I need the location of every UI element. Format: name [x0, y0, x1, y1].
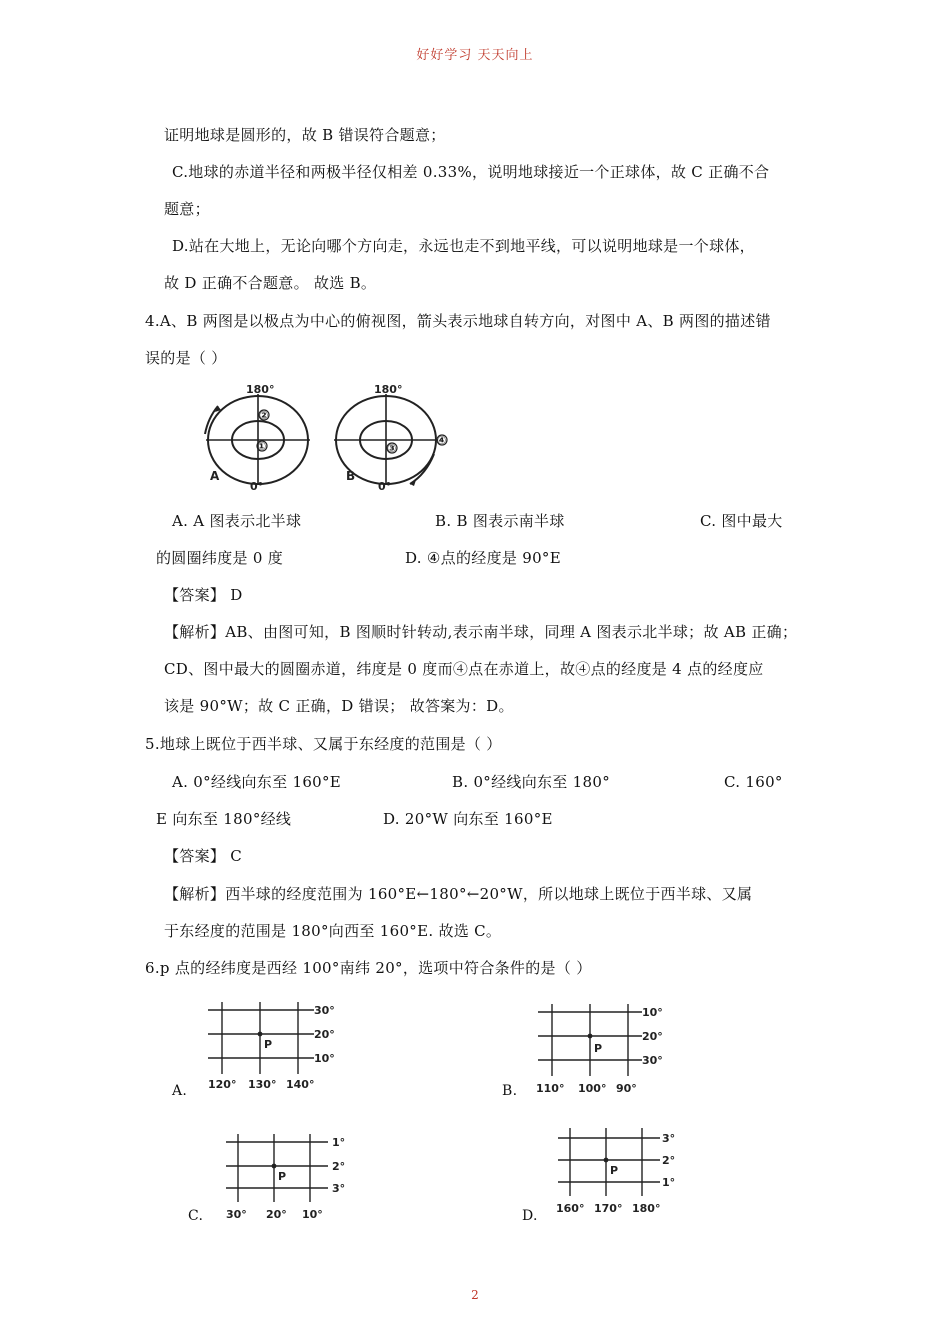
- grid-b-point: P: [594, 1042, 603, 1055]
- page-number: 2: [471, 1288, 479, 1302]
- fig-b-bottom-label: 0°: [378, 480, 392, 492]
- option-a-label: A.: [172, 1083, 188, 1099]
- fig-a-mark-2: ②: [259, 409, 269, 422]
- explanation-line: 于东经度的范围是 180°向西至 160°E. 故选 C。: [164, 922, 502, 940]
- explanation-line: 该是 90°W；故 C 正确，D 错误； 故答案为：D。: [164, 697, 514, 715]
- grid-a-lon-1: 120°: [208, 1078, 237, 1091]
- grid-a-lat-3: 10°: [314, 1052, 335, 1065]
- option-d: D. ④点的经度是 90°E: [405, 549, 561, 567]
- grid-figure-d: [552, 1124, 702, 1220]
- option-c: C. 图中最大: [700, 512, 783, 530]
- option-b: B. 0°经线向东至 180°: [452, 773, 611, 791]
- answer: 【答案】 C: [164, 847, 243, 865]
- text-line: 证明地球是圆形的，故 B 错误符合题意；: [164, 126, 446, 144]
- text-line: 题意；: [164, 200, 210, 218]
- grid-figure-b: [530, 1000, 690, 1098]
- option-c-cont: E 向东至 180°经线: [156, 810, 292, 828]
- grid-b-lat-1: 10°: [642, 1006, 663, 1019]
- grid-b-lon-1: 110°: [536, 1082, 565, 1095]
- option-c-cont: 的圆圈纬度是 0 度: [156, 549, 284, 567]
- option-c: C. 160°: [724, 773, 783, 791]
- grid-c-lon-2: 20°: [266, 1208, 287, 1221]
- grid-a-point: P: [264, 1038, 273, 1051]
- explanation-line: CD、图中最大的圆圈赤道，纬度是 0 度而④点在赤道上，故④点的经度是 4 点的经度应: [164, 660, 764, 678]
- grid-a-lon-3: 140°: [286, 1078, 315, 1091]
- grid-a-lat-2: 20°: [314, 1028, 335, 1041]
- grid-b-lat-2: 20°: [642, 1030, 663, 1043]
- grid-c-lon-3: 10°: [302, 1208, 323, 1221]
- fig-a-top-label: 180°: [246, 384, 275, 396]
- option-b: B. B 图表示南半球: [435, 512, 565, 530]
- answer: 【答案】 D: [164, 586, 243, 604]
- grid-c-lon-1: 30°: [226, 1208, 247, 1221]
- polar-figure-b: [330, 384, 458, 492]
- option-d-label: D.: [522, 1208, 538, 1224]
- grid-d-lon-3: 180°: [632, 1202, 661, 1215]
- text-line: 故 D 正确不合题意。 故选 B。: [164, 274, 377, 292]
- grid-d-lon-1: 160°: [556, 1202, 585, 1215]
- option-a: A. A 图表示北半球: [172, 512, 302, 530]
- grid-b-lat-3: 30°: [642, 1054, 663, 1067]
- grid-d-lat-2: 2°: [662, 1154, 676, 1167]
- fig-b-top-label: 180°: [374, 384, 403, 396]
- fig-a-mark-1: ①: [257, 440, 267, 453]
- fig-b-mark-3: ③: [387, 442, 397, 455]
- page-header: 好好学习 天天向上: [416, 48, 534, 63]
- grid-c-lat-3: 3°: [332, 1182, 346, 1195]
- grid-b-lon-2: 100°: [578, 1082, 607, 1095]
- option-d: D. 20°W 向东至 160°E: [383, 810, 553, 828]
- question-4-stem: 4.A、B 两图是以极点为中心的俯视图，箭头表示地球自转方向，对图中 A、B 两图的描述错: [145, 312, 771, 330]
- question-4-stem-cont: 误的是（ ）: [145, 349, 227, 367]
- explanation-line: 【解析】西半球的经度范围为 160°E←180°←20°W，所以地球上既位于西半球、又属: [164, 885, 753, 903]
- fig-b-mark-4: ④: [437, 434, 447, 447]
- grid-d-lat-3: 1°: [662, 1176, 676, 1189]
- grid-c-point: P: [278, 1170, 287, 1183]
- grid-a-lon-2: 130°: [248, 1078, 277, 1091]
- grid-figure-a: [198, 996, 348, 1094]
- polar-figure-a: [198, 384, 318, 492]
- question-5-stem: 5.地球上既位于西半球、又属于东经度的范围是（ ）: [145, 735, 502, 753]
- grid-c-lat-1: 1°: [332, 1136, 346, 1149]
- option-b-label: B.: [502, 1083, 518, 1099]
- explanation-line: 【解析】AB、由图可知，B 图顺时针转动,表示南半球，同理 A 图表示北半球；故 AB 正确；: [164, 623, 798, 641]
- grid-b-lon-3: 90°: [616, 1082, 637, 1095]
- option-a: A. 0°经线向东至 160°E: [172, 773, 342, 791]
- grid-figure-c: [220, 1130, 360, 1226]
- grid-d-lat-1: 3°: [662, 1132, 676, 1145]
- question-6-stem: 6.p 点的经纬度是西经 100°南纬 20°，选项中符合条件的是（ ）: [145, 959, 592, 977]
- fig-a-letter: A: [210, 469, 220, 483]
- text-line: D.站在大地上，无论向哪个方向走，永远也走不到地平线，可以说明地球是一个球体，: [172, 237, 755, 255]
- grid-d-lon-2: 170°: [594, 1202, 623, 1215]
- option-c-label: C.: [188, 1208, 204, 1224]
- grid-c-lat-2: 2°: [332, 1160, 346, 1173]
- fig-b-letter: B: [346, 469, 356, 483]
- grid-a-lat-1: 30°: [314, 1004, 335, 1017]
- fig-a-bottom-label: 0°: [250, 480, 264, 492]
- grid-d-point: P: [610, 1164, 619, 1177]
- text-line: C.地球的赤道半径和两极半径仅相差 0.33%，说明地球接近一个正球体，故 C 正确不合: [172, 163, 770, 181]
